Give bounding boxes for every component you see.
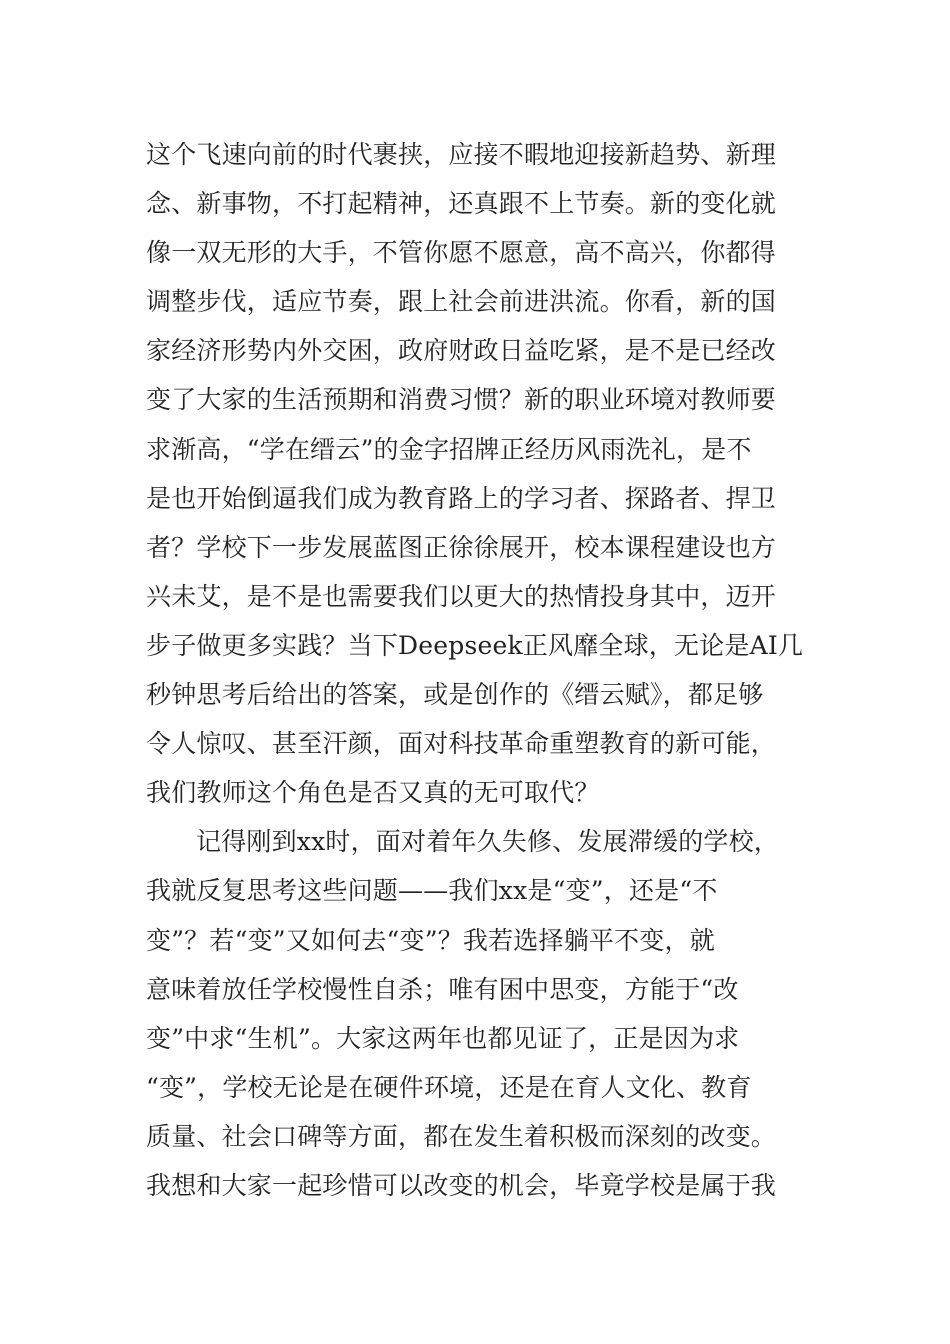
text-line: 调整步伐，适应节奏，跟上社会前进洪流。你看，新的国 [146, 287, 777, 317]
text-line: 令人惊叹、甚至汗颜，面对科技革命重塑教育的新可能， [146, 729, 777, 759]
text-line: 秒钟思考后给出的答案，或是创作的《缙云赋》，都足够 [146, 680, 764, 710]
text-line: 变”？若“变”又如何去“变”？我若选择躺平不变，就 [146, 925, 715, 955]
text-line: 记得刚到xx时，面对着年久失修、发展滞缓的学校， [196, 827, 780, 857]
document-body [146, 130, 806, 1210]
paragraph-1 [146, 130, 806, 817]
text-line: 意味着放任学校慢性自杀；唯有困中思变，方能于“改 [146, 974, 739, 1004]
text-line: 者？学校下一步发展蓝图正徐徐展开，校本课程建设也方 [146, 532, 777, 562]
text-line: 兴未艾，是不是也需要我们以更大的热情投身其中，迈开 [146, 581, 777, 611]
text-line: 我就反复思考这些问题——我们xx是“变”，还是“不 [146, 876, 718, 906]
text-line: 我想和大家一起珍惜可以改变的机会，毕竟学校是属于我 [146, 1170, 777, 1200]
paragraph-2 [146, 817, 806, 1210]
text-line: 变了大家的生活预期和消费习惯？新的职业环境对教师要 [146, 385, 777, 415]
text-line: 求渐高，“学在缙云”的金字招牌正经历风雨洗礼，是不 [146, 434, 752, 464]
text-line: 念、新事物，不打起精神，还真跟不上节奏。新的变化就 [146, 189, 777, 219]
text-line: 家经济形势内外交困，政府财政日益吃紧，是不是已经改 [146, 336, 777, 366]
text-line: 步子做更多实践？当下Deepseek正风靡全球，无论是AI几 [146, 630, 804, 660]
text-line: “变”，学校无论是在硬件环境，还是在育人文化、教育 [146, 1072, 752, 1102]
text-line: 是也开始倒逼我们成为教育路上的学习者、探路者、捍卫 [146, 483, 777, 513]
text-line: 这个飞速向前的时代裹挟，应接不暇地迎接新趋势、新理 [146, 140, 777, 169]
text-line: 像一双无形的大手，不管你愿不愿意，高不高兴，你都得 [146, 238, 777, 268]
text-line: 质量、社会口碑等方面，都在发生着积极而深刻的改变。 [146, 1121, 777, 1151]
text-line: 变”中求“生机”。大家这两年也都见证了，正是因为求 [146, 1023, 740, 1053]
text-line: 我们教师这个角色是否又真的无可取代？ [146, 778, 600, 808]
